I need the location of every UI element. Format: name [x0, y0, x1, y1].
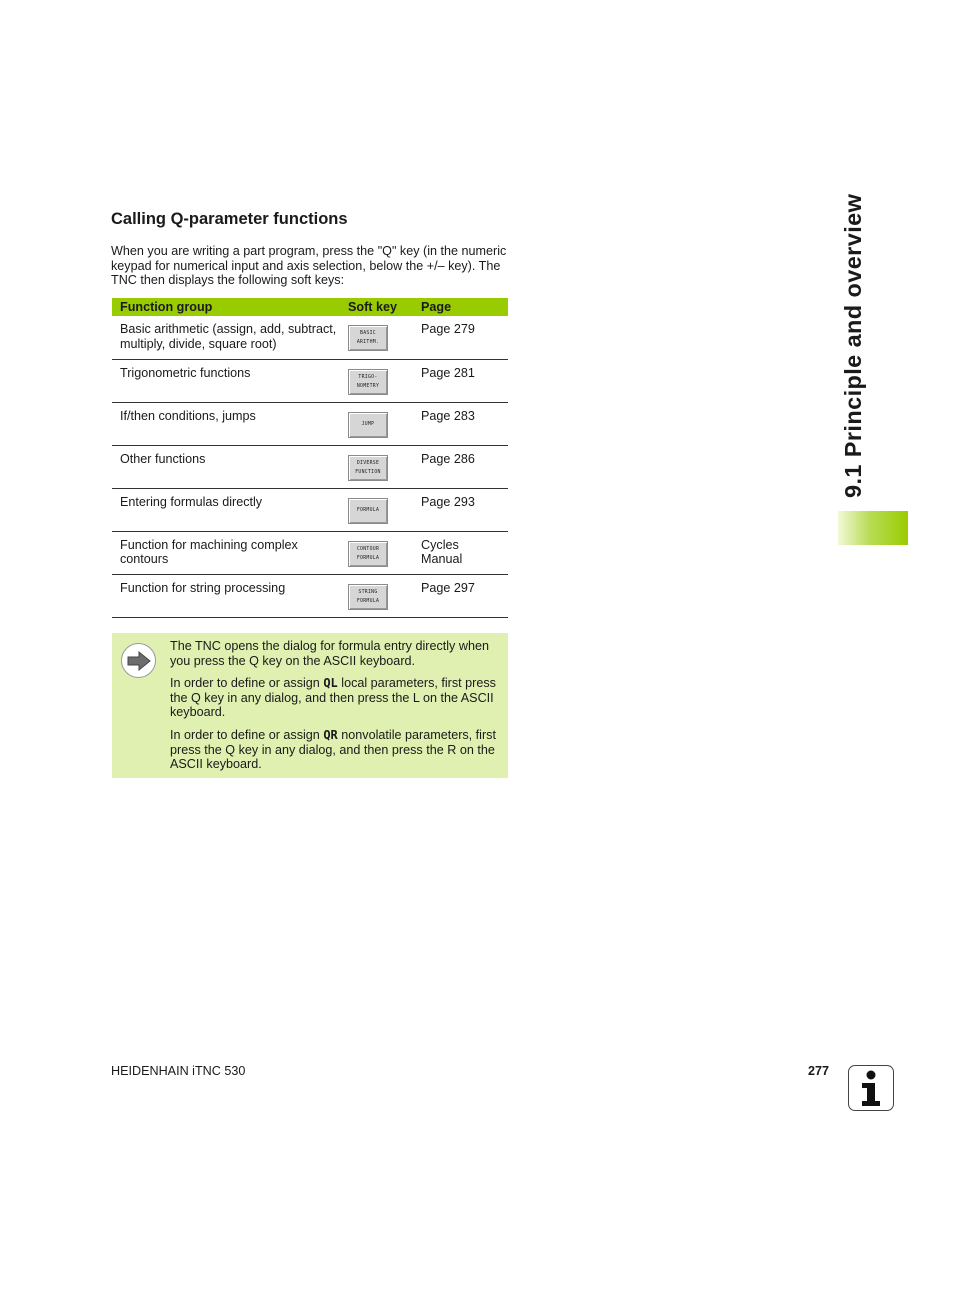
note-paragraph-1: The TNC opens the dialog for formula entry directly when you press the Q key on the ASCII keyboard.: [170, 639, 489, 668]
soft-key-label: TRIGO-: [358, 374, 378, 380]
table-header-row: [112, 298, 508, 316]
header-function-group: Function group: [112, 298, 340, 316]
note-text-segment: In order to define or assign: [170, 727, 324, 742]
page-number: 277: [808, 1064, 830, 1078]
chapter-tab-marker: [838, 511, 908, 545]
table-row: [112, 488, 508, 531]
info-icon: [848, 1065, 894, 1111]
soft-key-cell: [340, 574, 413, 617]
note-text-segment: nonvolatile parameters, first press the Q key in any dialog, and then press the R on the ASCII keyboard.: [170, 727, 496, 772]
soft-key-label: JUMP: [361, 422, 375, 427]
page-reference-cell: Cycles Manual: [413, 531, 508, 574]
chapter-side-title: 9.1 Principle and overview: [840, 193, 866, 498]
header-soft-key: Soft key: [340, 298, 413, 316]
table-row: [112, 359, 508, 402]
table-row: [112, 316, 508, 359]
footer-product-name: HEIDENHAIN iTNC 530: [111, 1064, 246, 1078]
page-reference-cell: Page 297: [413, 574, 508, 617]
page-reference-cell: Page 286: [413, 445, 508, 488]
function-group-cell: Function for machining complex contours: [112, 531, 340, 574]
note-text-segment: In order to define or assign: [170, 676, 324, 691]
soft-key-button[interactable]: [348, 412, 388, 438]
page-reference-cell: Page 281: [413, 359, 508, 402]
soft-key-button[interactable]: [348, 584, 388, 610]
soft-key-label: ARITHM.: [356, 340, 380, 345]
intro-paragraph: When you are writing a part program, press the "Q" key (in the numeric keypad for numerical input and axis selection, below the +/– key). The TNC then displays the following soft keys:: [111, 244, 507, 288]
soft-key-label: STRING: [358, 589, 378, 595]
note-box: [112, 633, 508, 778]
header-page: Page: [413, 298, 508, 316]
soft-key-label: FUNCTION: [355, 469, 381, 475]
soft-key-button[interactable]: [348, 455, 388, 481]
soft-key-cell: [340, 316, 413, 359]
function-group-cell: Entering formulas directly: [112, 488, 340, 531]
soft-key-label: FORMULA: [356, 508, 380, 513]
ql-code: QL: [323, 676, 338, 691]
table-body: [112, 316, 508, 617]
function-group-cell: Trigonometric functions: [112, 359, 340, 402]
table-row: [112, 574, 508, 617]
table-row: [112, 531, 508, 574]
soft-key-label: CONTOUR: [356, 546, 380, 552]
page-reference-cell: Page 279: [413, 316, 508, 359]
table-row: [112, 445, 508, 488]
note-text-segment: local parameters, first press the Q key in any dialog, and then press the L on the ASCII keyboard.: [170, 676, 496, 720]
soft-key-label: DIVERSE: [356, 460, 380, 466]
function-group-cell: If/then conditions, jumps: [112, 402, 340, 445]
soft-key-cell: [340, 359, 413, 402]
soft-key-cell: [340, 531, 413, 574]
soft-key-cell: [340, 488, 413, 531]
function-group-cell: Other functions: [112, 445, 340, 488]
soft-key-cell: [340, 402, 413, 445]
table-row: [112, 402, 508, 445]
page-reference-cell: Page 283: [413, 402, 508, 445]
function-group-cell: Basic arithmetic (assign, add, subtract, multiply, divide, square root): [112, 316, 340, 359]
soft-key-label: FORMULA: [356, 598, 380, 604]
soft-key-button[interactable]: [348, 498, 388, 524]
qr-code: QR: [323, 727, 338, 742]
soft-key-label: BASIC: [360, 331, 376, 336]
soft-key-label: NOMETRY: [356, 383, 380, 389]
note-text: [170, 639, 502, 780]
arrow-right-icon: [121, 643, 156, 678]
soft-key-button[interactable]: [348, 541, 388, 567]
section-title: Calling Q-parameter functions: [111, 210, 348, 228]
note-paragraph-3: [170, 728, 502, 772]
note-paragraph-2: [170, 676, 502, 720]
page-reference-cell: Page 293: [413, 488, 508, 531]
soft-key-button[interactable]: [348, 325, 388, 351]
function-group-cell: Function for string processing: [112, 574, 340, 617]
soft-key-button[interactable]: [348, 369, 388, 395]
function-table: [112, 298, 508, 618]
soft-key-label: FORMULA: [356, 555, 380, 561]
soft-key-cell: [340, 445, 413, 488]
